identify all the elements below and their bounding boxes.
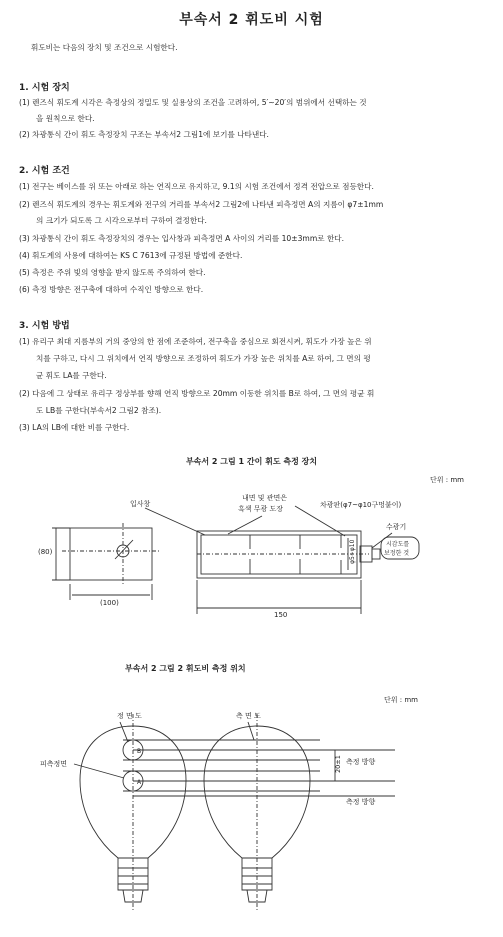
label-direction-2: 측정 방향 [346, 798, 376, 806]
intro-text: 휘도비는 다음의 장치 및 조건으로 시험한다. [31, 43, 178, 52]
dim-100: (100) [100, 599, 119, 607]
label-note1: 시감도를 [386, 541, 410, 548]
figure1-unit: 단위 : mm [430, 476, 464, 484]
list-item: (2) 차광통식 간이 휘도 측정장치 구조는 부속서2 그림1에 보기를 나타낸다. [19, 130, 269, 139]
figure1-diagram [0, 488, 503, 620]
label-shade: 차광판(φ7~φ10구멍붙이) [320, 501, 402, 509]
label-direction-1: 측정 방향 [346, 758, 376, 766]
label-note2: 보정한 것 [384, 550, 410, 557]
label-front: 정 면 도 [117, 712, 142, 720]
shade-tube [197, 531, 361, 578]
list-item: (1) 유리구 최대 지름부의 거의 중앙의 한 점에 조준하여, 전구축을 중심으로 회전시켜, 휘도가 가장 높은 위 [19, 337, 372, 346]
list-item: (2) 다음에 그 상태로 유리구 정상부를 향해 연직 방향으로 20mm 이동한 위치를 B로 하여, 그 면의 평균 휘 [19, 389, 375, 398]
list-item: 을 원칙으로 한다. [36, 114, 95, 123]
label-window: 입사창 [130, 500, 151, 508]
dim-diameter: φ5~φ10 [349, 539, 356, 564]
label-point-b: B [137, 748, 142, 755]
figure2-diagram [0, 700, 503, 937]
section-heading-method: 3. 시험 방법 [19, 321, 70, 331]
figure2-caption: 부속서 2 그림 2 휘도비 측정 위치 [125, 664, 246, 673]
list-item: (1) 전구는 베이스를 위 또는 아래로 하는 연직으로 유지하고, 9.1의 시험 조건에서 정격 전압으로 점등한다. [19, 182, 374, 191]
list-item: (3) 차광통식 간이 휘도 측정장치의 경우는 입사창과 피측정면 A 사이의 거리를 10±3mm로 한다. [19, 234, 345, 243]
section-heading-apparatus: 1. 시험 장치 [19, 83, 70, 93]
label-receiver: 수광기 [386, 523, 407, 531]
list-item: (3) LA의 LB에 대한 비를 구한다. [19, 423, 130, 432]
page-title: 부속서 2 휘도비 시험 [179, 12, 324, 28]
section-heading-conditions: 2. 시험 조건 [19, 166, 70, 176]
label-measured-surface: 피측정면 [40, 760, 68, 768]
figure2-unit: 단위 : mm [384, 696, 418, 704]
list-item: 균 휘도 LA를 구한다. [36, 371, 107, 380]
list-item: (1) 렌즈식 휘도계 시각은 측정상의 정밀도 및 실용상의 조건을 고려하여, 5′~20′의 범위에서 선택하는 것 [19, 98, 367, 107]
label-inner2: 흑색 무광 도장 [238, 505, 284, 513]
list-item: 치를 구하고, 다시 그 위치에서 연직 방향으로 조정하여 휘도가 가장 높은 위치를 A로 하여, 그 면의 평 [36, 354, 371, 363]
label-inner: 내면 및 관면은 [242, 494, 288, 502]
list-item: 의 크기가 되도록 그 시각으로부터 구하여 결정한다. [36, 216, 207, 225]
list-item: (2) 렌즈식 휘도계의 경우는 휘도계와 전구의 거리를 부속서2 그림2에 나타낸 피측정면 A의 지름이 φ7±1mm [19, 200, 384, 209]
list-item: (6) 측정 방향은 전구축에 대하여 수직인 방향으로 한다. [19, 285, 204, 294]
label-point-a: A [137, 779, 142, 786]
dim-150: 150 [274, 611, 288, 619]
label-side: 측 면 도 [236, 712, 261, 720]
window-plate [70, 528, 152, 580]
figure1-caption: 부속서 2 그림 1 간이 휘도 측정 장치 [185, 457, 318, 466]
label-dim: 20±1 [334, 755, 342, 773]
list-item: 도 LB를 구한다(부속서2 그림2 참조). [36, 406, 162, 415]
dim-height: (80) [38, 548, 53, 556]
list-item: (5) 측정은 주위 빛의 영향을 받지 않도록 주의하여 한다. [19, 268, 206, 277]
list-item: (4) 휘도계의 사용에 대하여는 KS C 7613에 규정된 방법에 준한다. [19, 251, 243, 260]
